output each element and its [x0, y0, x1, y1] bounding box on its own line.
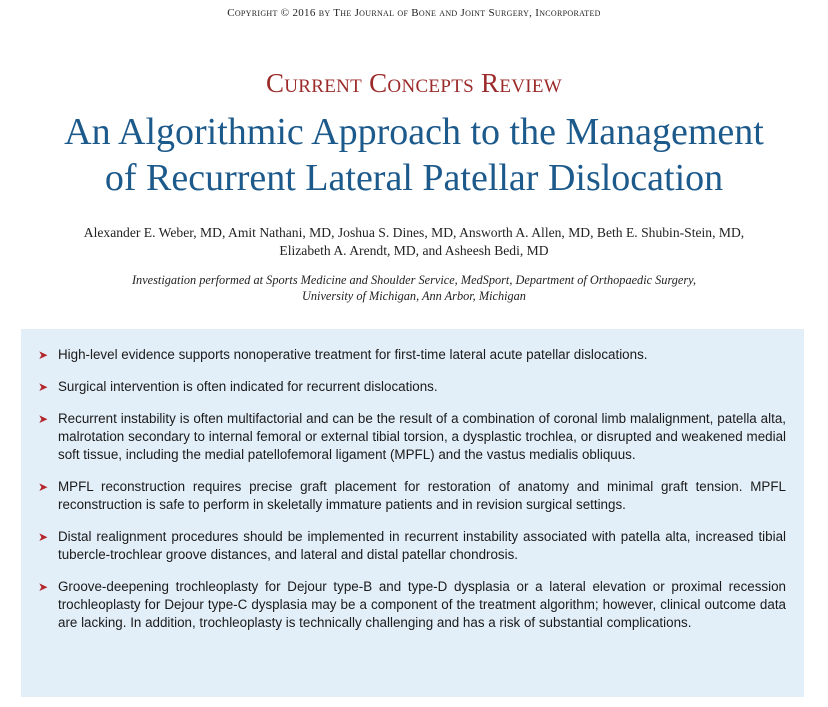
- key-point-item: [38, 346, 786, 364]
- section-label: Current Concepts Review: [265, 68, 563, 98]
- arrow-bullet-icon: ➤: [38, 480, 49, 494]
- title-line-1: An Algorithmic Approach to the Management: [64, 111, 764, 153]
- copyright-line: Copyright © 2016 by The Journal of Bone and Joint Surgery, Incorporated: [227, 7, 601, 19]
- key-point-text: High-level evidence supports nonoperative treatment for first-time lateral acute patellar dislocations.: [58, 347, 648, 362]
- arrow-bullet-icon: ➤: [38, 380, 49, 394]
- key-point-text: MPFL reconstruction requires precise graft placement for restoration of anatomy and minimal graft tension. MPFL reconstruction is safe to perform in skeletally immature patients and in revision surgical settings.: [58, 479, 786, 512]
- institution-line-2: University of Michigan, Ann Arbor, Michigan: [302, 289, 526, 303]
- key-point-text: Recurrent instability is often multifactorial and can be the result of a combination of coronal limb malalignment, patella alta, malrotation secondary to internal femoral or external tibial torsion, a dysplastic trochlea, or disrupted and weakened medial soft tissue, including the medial patellofemoral ligament (MPFL) and the vastus medialis obliquus.: [58, 411, 786, 462]
- key-point-item: [38, 378, 786, 396]
- key-point-item: [38, 578, 786, 632]
- arrow-bullet-icon: ➤: [38, 530, 49, 544]
- key-point-item: [38, 410, 786, 464]
- authors-line-2: Elizabeth A. Arendt, MD, and Asheesh Bedi, MD: [279, 243, 549, 258]
- key-point-item: [38, 528, 786, 564]
- key-points-box: [21, 329, 804, 697]
- key-point-text: Groove-deepening trochleoplasty for Dejour type-B and type-D dysplasia or a lateral elevation or proximal recession trochleoplasty for Dejour type-C dysplasia may be a component of the treatment algorithm; however, clinical outcome data are lacking. In addition, trochleoplasty is technically challenging and has a risk of substantial complications.: [58, 579, 786, 630]
- article-title: [10, 109, 818, 201]
- author-list: [40, 224, 788, 260]
- arrow-bullet-icon: ➤: [38, 348, 49, 362]
- authors-line-1: Alexander E. Weber, MD, Amit Nathani, MD, Joshua S. Dines, MD, Answorth A. Allen, MD, Beth E. Shubin-Stein, MD,: [83, 225, 745, 240]
- institution-line-1: Investigation performed at Sports Medicine and Shoulder Service, MedSport, Department of Orthopaedic Surgery,: [131, 273, 697, 287]
- key-point-text: Surgical intervention is often indicated for recurrent dislocations.: [58, 379, 438, 394]
- institution-note: [40, 272, 788, 304]
- title-line-2: of Recurrent Lateral Patellar Dislocation: [104, 157, 724, 199]
- arrow-bullet-icon: ➤: [38, 412, 49, 426]
- key-point-text: Distal realignment procedures should be implemented in recurrent instability associated with patella alta, increased tibial tubercle-trochlear groove distances, and lateral and distal patellar chondrosis.: [58, 529, 786, 562]
- key-point-item: [38, 478, 786, 514]
- arrow-bullet-icon: ➤: [38, 580, 49, 594]
